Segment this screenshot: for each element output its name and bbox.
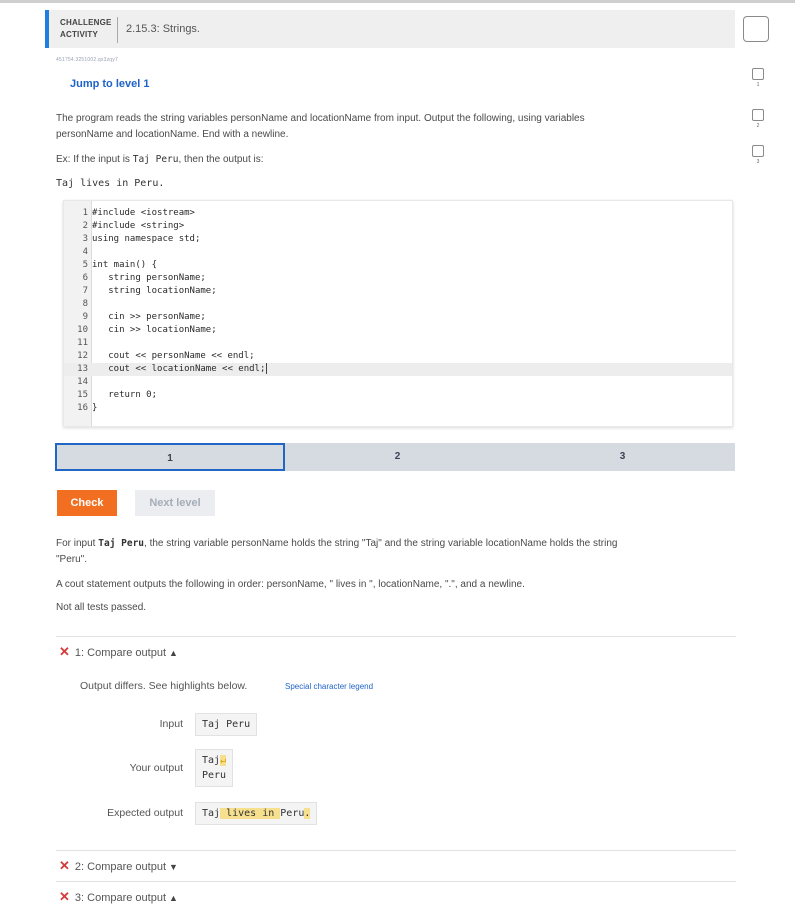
your-output-line-1 bbox=[202, 753, 226, 768]
text-cursor bbox=[266, 363, 267, 374]
fail-x-icon: ✕ bbox=[59, 889, 70, 904]
code-line[interactable] bbox=[64, 337, 732, 350]
activity-completion-box bbox=[743, 16, 769, 42]
line-number: 7 bbox=[82, 286, 88, 296]
code-line[interactable] bbox=[64, 220, 732, 233]
code-line[interactable] bbox=[64, 376, 732, 389]
test-2-header[interactable] bbox=[59, 858, 178, 874]
code-text: cin >> locationName; bbox=[92, 325, 217, 335]
line-number: 12 bbox=[77, 351, 88, 361]
code-line[interactable] bbox=[64, 324, 732, 337]
input-label: Input bbox=[159, 718, 183, 730]
code-text: int main() { bbox=[92, 260, 158, 270]
code-line[interactable] bbox=[64, 272, 732, 285]
line-number: 16 bbox=[77, 403, 88, 413]
line-number: 3 bbox=[82, 234, 88, 244]
code-text: cout << personName << endl; bbox=[92, 351, 255, 361]
line-number: 15 bbox=[77, 390, 88, 400]
your-output-line-2: Peru bbox=[202, 770, 227, 781]
expected-part-3: Peru bbox=[280, 808, 305, 819]
header-divider bbox=[117, 17, 118, 43]
code-editor[interactable] bbox=[63, 200, 733, 427]
code-text: using namespace std; bbox=[92, 234, 201, 244]
activity-title: 2.15.3: Strings. bbox=[126, 23, 200, 35]
level-2-number: 2 bbox=[756, 123, 760, 129]
next-level-button: Next level bbox=[135, 490, 215, 516]
code-line[interactable] bbox=[64, 350, 732, 363]
badge-line-1: CHALLENGE bbox=[60, 18, 112, 27]
prompt-text bbox=[56, 111, 585, 143]
line-number: 9 bbox=[82, 312, 88, 322]
input-value: Taj Peru bbox=[202, 719, 251, 730]
prompt-line-2: personName and locationName. End with a newline. bbox=[56, 129, 289, 140]
input-value-box bbox=[195, 713, 257, 736]
divider bbox=[56, 850, 736, 851]
tests-status: Not all tests passed. bbox=[56, 602, 147, 613]
output-differs-note: Output differs. See highlights below. bbox=[80, 680, 248, 692]
feedback-cout-description: A cout statement outputs the following in order: personName, " lives in ", locationName, ".", and a newline. bbox=[56, 579, 525, 590]
special-character-legend-link[interactable]: Special character legend bbox=[285, 682, 374, 691]
level-1-completion-box bbox=[752, 68, 764, 80]
test-1-header[interactable] bbox=[59, 644, 178, 660]
newline-icon: ↵ bbox=[220, 755, 227, 766]
line-number: 11 bbox=[77, 338, 88, 348]
code-line[interactable] bbox=[64, 259, 732, 272]
test-3-label: 3: Compare output bbox=[74, 892, 167, 904]
level-1-number: 1 bbox=[756, 82, 760, 88]
level-bar bbox=[55, 443, 735, 471]
code-text: string locationName; bbox=[92, 286, 217, 296]
expected-highlight-lives-in: lives in bbox=[220, 808, 281, 819]
example-text bbox=[56, 152, 264, 168]
expected-highlight-period: . bbox=[304, 808, 311, 819]
expected-output-label: Expected output bbox=[107, 807, 183, 819]
your-output-box bbox=[195, 749, 233, 787]
code-line[interactable] bbox=[64, 311, 732, 324]
line-number: 14 bbox=[77, 377, 88, 387]
fail-x-icon: ✕ bbox=[59, 644, 70, 659]
activity-badge bbox=[60, 17, 112, 41]
level-tab-3[interactable]: 3 bbox=[619, 451, 626, 462]
expected-part-1: Taj bbox=[202, 808, 221, 819]
example-suffix: , then the output is: bbox=[178, 154, 264, 165]
example-output: Taj lives in Peru. bbox=[56, 178, 165, 189]
code-line[interactable] bbox=[64, 207, 732, 220]
check-button[interactable]: Check bbox=[57, 490, 117, 516]
line-number: 5 bbox=[82, 260, 88, 270]
fail-x-icon: ✕ bbox=[59, 858, 70, 873]
feedback-line-1 bbox=[56, 536, 617, 552]
code-line[interactable] bbox=[64, 233, 732, 246]
level-3-number: 3 bbox=[756, 159, 760, 165]
prompt-line-1: The program reads the string variables personName and locationName from input. Output the following, using variables bbox=[56, 113, 585, 124]
code-line[interactable] bbox=[64, 298, 732, 311]
line-number: 1 bbox=[82, 208, 88, 218]
jump-to-level-link[interactable]: Jump to level 1 bbox=[70, 78, 150, 90]
top-border bbox=[0, 0, 795, 3]
test-3-header[interactable] bbox=[59, 889, 178, 905]
line-number: 8 bbox=[82, 299, 88, 309]
code-line[interactable] bbox=[64, 363, 732, 376]
badge-line-2: ACTIVITY bbox=[60, 30, 99, 39]
code-line[interactable] bbox=[64, 285, 732, 298]
feedback-input: Taj Peru bbox=[98, 538, 145, 549]
code-text: cin >> personName; bbox=[92, 312, 206, 322]
level-tab-2[interactable]: 2 bbox=[394, 451, 401, 462]
level-tab-1[interactable]: 1 bbox=[55, 443, 285, 471]
expected-output-box bbox=[195, 802, 317, 825]
divider bbox=[56, 881, 736, 882]
chevron-down-icon: ▼ bbox=[169, 862, 178, 872]
feedback-explanation bbox=[56, 536, 617, 568]
line-number: 13 bbox=[77, 364, 88, 374]
line-number: 4 bbox=[82, 247, 88, 257]
code-line[interactable] bbox=[64, 402, 732, 415]
feedback-line-2: "Peru". bbox=[56, 554, 88, 565]
chevron-up-icon: ▲ bbox=[169, 893, 178, 903]
feedback-line-1b: , the string variable personName holds the string "Taj" and the string variable locationName holds the string bbox=[144, 538, 618, 549]
code-text: return 0; bbox=[92, 390, 158, 400]
challenge-activity bbox=[45, 10, 735, 904]
example-input: Taj Peru bbox=[132, 154, 179, 165]
level-3-completion-box bbox=[752, 145, 764, 157]
feedback-line-1a: For input bbox=[56, 538, 99, 549]
code-text: #include <string> bbox=[92, 221, 185, 231]
your-output-text-1: Taj bbox=[202, 755, 221, 766]
activity-header bbox=[45, 10, 735, 48]
line-number: 2 bbox=[82, 221, 88, 231]
divider bbox=[56, 636, 736, 637]
code-text: } bbox=[92, 403, 98, 413]
example-prefix: Ex: If the input is bbox=[56, 154, 133, 165]
line-number: 6 bbox=[82, 273, 88, 283]
line-number: 10 bbox=[77, 325, 88, 335]
code-line[interactable] bbox=[64, 389, 732, 402]
test-2-label: 2: Compare output bbox=[74, 861, 167, 873]
code-line[interactable] bbox=[64, 246, 732, 259]
test-1-label: 1: Compare output bbox=[74, 647, 167, 659]
level-2-completion-box bbox=[752, 109, 764, 121]
code-text: #include <iostream> bbox=[92, 208, 195, 218]
code-text: cout << locationName << endl; bbox=[92, 364, 266, 374]
code-text: string personName; bbox=[92, 273, 206, 283]
chevron-up-icon: ▲ bbox=[169, 648, 178, 658]
activity-id: 451754.3251002.qx3zqy7 bbox=[56, 57, 118, 63]
your-output-label: Your output bbox=[129, 762, 183, 774]
